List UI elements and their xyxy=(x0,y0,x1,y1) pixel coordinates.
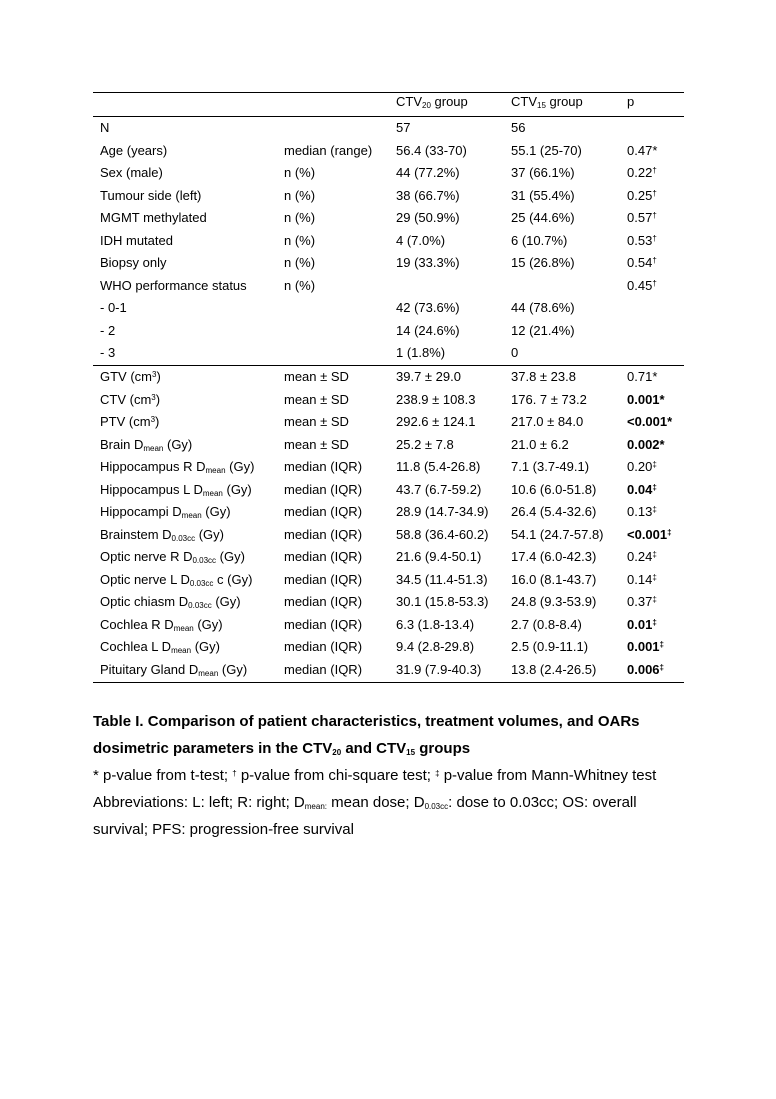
row-label: GTV $(cm^3)$ xyxy=(100,369,161,384)
table-row xyxy=(93,411,684,433)
row-ctv20-value: 25.2 ± 7.8 xyxy=(396,436,454,452)
row-ctv20-value: 11.8 (5.4-26.8) xyxy=(396,459,481,474)
row-label: WHO performance status xyxy=(100,277,247,293)
row-statistic: median (IQR) xyxy=(284,571,363,587)
row-label: - 0-1 xyxy=(100,300,127,315)
row-p-value: 0.54† xyxy=(627,255,657,270)
row-statistic: median (IQR) xyxy=(284,504,363,519)
row-ctv15-value: 0 xyxy=(511,345,519,360)
row-p-value: 0.57† xyxy=(627,210,657,225)
row-ctv15-value: 17.4 (6.0-42.3) xyxy=(511,549,597,564)
row-p-value: 0.53† xyxy=(627,232,657,248)
row-ctv20-value: 14 (24.6%) xyxy=(396,322,460,338)
row-p-value: 0.01‡ xyxy=(627,616,657,632)
row-ctv20-value: 30.1 (15.8-53.3) xyxy=(396,594,489,609)
row-label: Hippocampus R $D_{mean}$ (Gy) xyxy=(100,459,255,475)
row-statistic: mean ± SD xyxy=(284,391,349,407)
row-ctv15-value: 37.8 ± 23.8 xyxy=(511,369,576,384)
row-statistic: median (range) xyxy=(284,142,373,158)
row-ctv20-value: 29 (50.9%) xyxy=(396,210,460,225)
row-ctv15-value: 21.0 ± 6.2 xyxy=(511,436,569,452)
row-p-value: 0.001‡ xyxy=(627,639,664,654)
row-ctv15-value: 2.5 (0.9-11.1) xyxy=(511,639,589,654)
row-ctv15-value: 44 (78.6%) xyxy=(511,300,575,315)
row-label: Cochlea L $D_{mean}$ (Gy) xyxy=(100,639,220,655)
row-statistic: median (IQR) xyxy=(284,459,363,474)
row-statistic: median (IQR) xyxy=(284,481,363,497)
row-p-value: 0.04‡ xyxy=(627,481,657,497)
row-ctv15-value: 24.8 (9.3-53.9) xyxy=(511,594,597,609)
row-label: Cochlea R $D_{mean}$ (Gy) xyxy=(100,616,223,633)
caption-abbreviations: Abbreviations: L: left; R: right; $D_{mean:}$ mean dose; $D_{0.03cc}$: dose to 0.03cc; OS: overall survival; PFS: progression-free survival xyxy=(93,794,637,838)
section-rule xyxy=(93,365,684,366)
header-p: p xyxy=(627,94,635,109)
row-ctv15-value: 56 xyxy=(511,120,526,135)
row-p-value: 0.37‡ xyxy=(627,594,657,609)
row-p-value: 0.002* xyxy=(627,436,665,452)
table-row xyxy=(93,230,684,252)
row-statistic: n (%) xyxy=(284,165,316,180)
row-p-value: 0.20‡ xyxy=(627,459,657,474)
row-ctv20-value: 39.7 ± 29.0 xyxy=(396,369,461,384)
row-p-value: 0.001* xyxy=(627,391,665,407)
row-ctv20-value: 21.6 (9.4-50.1) xyxy=(396,549,482,564)
table-row xyxy=(93,140,684,162)
row-statistic: n (%) xyxy=(284,187,316,203)
row-label: PTV $(cm^3)$ xyxy=(100,414,160,429)
row-label: Age (years) xyxy=(100,142,168,158)
row-ctv15-value: 176. 7 ± 73.2 xyxy=(511,391,587,407)
row-p-value: <0.001* xyxy=(627,414,673,429)
row-ctv20-value: 292.6 ± 124.1 xyxy=(396,414,476,429)
row-ctv15-value: 13.8 (2.4-26.5) xyxy=(511,661,597,677)
row-ctv15-value: 10.6 (6.0-51.8) xyxy=(511,481,597,497)
row-ctv20-value: 19 (33.3%) xyxy=(396,255,460,270)
row-ctv20-value: 42 (73.6%) xyxy=(396,300,460,315)
row-statistic: median (IQR) xyxy=(284,594,363,609)
table-row xyxy=(93,591,684,613)
table-row xyxy=(93,659,684,681)
row-ctv15-value: 217.0 ± 84.0 xyxy=(511,414,584,429)
row-label: Optic nerve L $D_{0.03cc}$ c (Gy) xyxy=(100,571,253,588)
table-row xyxy=(93,297,684,319)
row-statistic: median (IQR) xyxy=(284,616,363,632)
row-p-value: 0.71* xyxy=(627,369,658,384)
row-p-value: 0.006‡ xyxy=(627,661,664,677)
row-label: MGMT methylated xyxy=(100,210,207,225)
row-statistic: n (%) xyxy=(284,232,316,248)
table-row xyxy=(93,185,684,207)
row-ctv15-value: 37 (66.1%) xyxy=(511,165,575,180)
row-label: N xyxy=(100,120,110,135)
row-p-value: 0.13‡ xyxy=(627,504,657,519)
row-ctv15-value: 16.0 (8.1-43.7) xyxy=(511,571,597,587)
row-ctv15-value: 26.4 (5.4-32.6) xyxy=(511,504,597,519)
table-row xyxy=(93,252,684,274)
row-statistic: mean ± SD xyxy=(284,436,349,452)
row-ctv20-value: 28.9 (14.7-34.9) xyxy=(396,504,489,519)
table-row xyxy=(93,434,684,456)
row-statistic: mean ± SD xyxy=(284,414,349,429)
row-ctv15-value: 6 (10.7%) xyxy=(511,232,568,248)
row-label: IDH mutated xyxy=(100,232,173,248)
row-label: Brainstem $D_{0.03cc}$ (Gy) xyxy=(100,526,224,543)
row-ctv20-value: 56.4 (33-70) xyxy=(396,142,467,158)
row-ctv20-value: 43.7 (6.7-59.2) xyxy=(396,481,482,497)
row-label: Pituitary Gland $D_{mean}$ (Gy) xyxy=(100,661,248,678)
table-row xyxy=(93,546,684,568)
row-label: Tumour side (left) xyxy=(100,187,202,203)
row-p-value: 0.47* xyxy=(627,142,658,158)
row-label: Biopsy only xyxy=(100,255,167,270)
row-p-value: 0.14‡ xyxy=(627,571,657,587)
row-ctv20-value: 1 (1.8%) xyxy=(396,345,446,360)
table-row xyxy=(93,162,684,184)
row-p-value: <0.001‡ xyxy=(627,526,672,542)
row-ctv15-value: 25 (44.6%) xyxy=(511,210,575,225)
row-label: Brain $D_{mean}$ (Gy) xyxy=(100,436,193,453)
header-ctv20: $CTV_{20}$ group xyxy=(396,94,468,110)
table-row xyxy=(93,320,684,342)
row-label: Hippocampus L $D_{mean}$ (Gy) xyxy=(100,481,252,498)
table-row xyxy=(93,501,684,523)
row-p-value: 0.25† xyxy=(627,187,657,203)
row-ctv15-value: 54.1 (24.7-57.8) xyxy=(511,526,604,542)
row-label: Sex (male) xyxy=(100,165,163,180)
row-statistic: median (IQR) xyxy=(284,639,363,654)
table-row xyxy=(93,389,684,411)
table-row xyxy=(93,275,684,297)
table-row xyxy=(93,569,684,591)
row-label: - 3 xyxy=(100,345,116,360)
row-label: CTV $(cm^3)$ xyxy=(100,391,161,407)
row-ctv15-value: 55.1 (25-70) xyxy=(511,142,582,158)
table-row xyxy=(93,342,684,364)
table-row xyxy=(93,456,684,478)
row-ctv20-value: 31.9 (7.9-40.3) xyxy=(396,661,482,677)
table-row xyxy=(93,479,684,501)
caption-footnotes: * p-value from t-test; † p-value from chi-square test; ‡ p-value from Mann-Whitney test xyxy=(93,767,657,784)
row-ctv15-value: 2.7 (0.8-8.4) xyxy=(511,616,582,632)
table-row xyxy=(93,614,684,636)
row-label: - 2 xyxy=(100,322,116,338)
table-row xyxy=(93,117,684,139)
caption-title: Table I. Comparison of patient characteristics, treatment volumes, and OARs dosimetric parameters in the $CTV_{20}$ and $CTV_{15}$ groups xyxy=(93,713,640,757)
row-ctv15-value: 12 (21.4%) xyxy=(511,322,575,338)
table-row xyxy=(93,524,684,546)
table-row xyxy=(93,636,684,658)
row-statistic: mean ± SD xyxy=(284,369,349,384)
row-p-value: 0.22† xyxy=(627,165,657,180)
row-ctv20-value: 58.8 (36.4-60.2) xyxy=(396,526,489,542)
row-ctv20-value: 44 (77.2%) xyxy=(396,165,460,180)
row-label: Optic nerve R $D_{0.03cc}$ (Gy) xyxy=(100,549,245,565)
table-caption xyxy=(93,708,693,843)
row-ctv20-value: 34.5 (11.4-51.3) xyxy=(396,571,488,587)
row-statistic: n (%) xyxy=(284,210,316,225)
row-label: Optic chiasm $D_{0.03cc}$ (Gy) xyxy=(100,594,241,610)
table-row xyxy=(93,207,684,229)
row-ctv15-value: 31 (55.4%) xyxy=(511,187,575,203)
row-statistic: n (%) xyxy=(284,255,316,270)
table-header-row xyxy=(93,91,684,113)
row-ctv20-value: 238.9 ± 108.3 xyxy=(396,391,476,407)
row-statistic: median (IQR) xyxy=(284,549,363,564)
row-ctv15-value: 15 (26.8%) xyxy=(511,255,575,270)
table-row xyxy=(93,366,684,388)
row-label: Hippocampi $D_{mean}$ (Gy) xyxy=(100,504,231,520)
row-statistic: n (%) xyxy=(284,277,316,293)
row-ctv20-value: 38 (66.7%) xyxy=(396,187,460,203)
row-p-value: 0.45† xyxy=(627,277,657,293)
row-statistic: median (IQR) xyxy=(284,661,363,677)
row-ctv20-value: 4 (7.0%) xyxy=(396,232,446,248)
row-ctv15-value: 7.1 (3.7-49.1) xyxy=(511,459,590,474)
table-bottom-rule xyxy=(93,682,684,683)
row-ctv20-value: 57 xyxy=(396,120,411,135)
row-ctv20-value: 6.3 (1.8-13.4) xyxy=(396,616,475,632)
header-ctv15: $CTV_{15}$ group xyxy=(511,94,583,110)
row-statistic: median (IQR) xyxy=(284,526,363,542)
row-ctv20-value: 9.4 (2.8-29.8) xyxy=(396,639,475,654)
row-p-value: 0.24‡ xyxy=(627,549,657,564)
